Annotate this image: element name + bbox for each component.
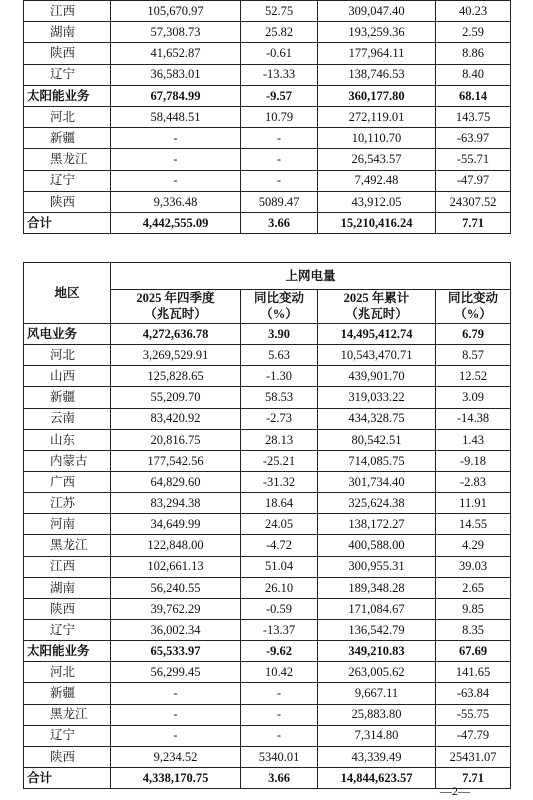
q4-cell: 57,308.73 — [111, 22, 241, 43]
ytd-yoy-cell: 3.09 — [436, 387, 511, 408]
q4-yoy-cell: 58.53 — [241, 387, 318, 408]
q4-cell: 125,828.65 — [111, 366, 241, 387]
ytd-yoy-cell: 14.55 — [436, 514, 511, 535]
q4-cell: 65,533.97 — [111, 641, 241, 662]
q4-yoy-header: 同比变动 （%） — [241, 290, 318, 324]
q4-cell: 122,848.00 — [111, 535, 241, 556]
ytd-yoy-cell: 7.71 — [436, 767, 511, 788]
region-cell: 云南 — [24, 408, 111, 429]
ytd-yoy-cell: 8.86 — [436, 43, 511, 64]
q4-yoy-cell: - — [241, 149, 318, 170]
table-row — [24, 191, 511, 212]
table-row — [24, 556, 511, 577]
q4-cell: 3,269,529.91 — [111, 345, 241, 366]
ytd-cell: 193,259.36 — [318, 22, 436, 43]
ytd-cell: 319,033.22 — [318, 387, 436, 408]
region-cell: 陕西 — [24, 191, 111, 212]
q4-cell: 20,816.75 — [111, 429, 241, 450]
ytd-cell: 138,746.53 — [318, 64, 436, 85]
region-cell: 黑龙江 — [24, 149, 111, 170]
q4-cell: 58,448.51 — [111, 106, 241, 127]
region-cell: 辽宁 — [24, 725, 111, 746]
summary-row — [24, 324, 511, 345]
q4-cell: 105,670.97 — [111, 1, 241, 22]
table-row — [24, 408, 511, 429]
ytd-yoy-cell: 143.75 — [436, 106, 511, 127]
table-row — [24, 345, 511, 366]
ytd-yoy-cell: -2.83 — [436, 471, 511, 492]
ytd-cell: 177,964.11 — [318, 43, 436, 64]
table-row — [24, 471, 511, 492]
q4-yoy-cell: 5340.01 — [241, 746, 318, 767]
q4-cell: - — [111, 725, 241, 746]
region-cell: 太阳能业务 — [24, 641, 111, 662]
q4-cell: 83,420.92 — [111, 408, 241, 429]
ytd-cell: 10,543,470.71 — [318, 345, 436, 366]
q4-yoy-cell: 25.82 — [241, 22, 318, 43]
table-row — [24, 598, 511, 619]
table-row — [24, 493, 511, 514]
table-row — [24, 746, 511, 767]
q4-cell: 55,209.70 — [111, 387, 241, 408]
region-cell: 江西 — [24, 1, 111, 22]
table-body — [24, 1, 511, 234]
table-row — [24, 106, 511, 127]
region-cell: 江西 — [24, 556, 111, 577]
q4-cell: 36,002.34 — [111, 619, 241, 640]
ytd-cell: 7,314.80 — [318, 725, 436, 746]
region-cell: 合计 — [24, 767, 111, 788]
region-cell: 河北 — [24, 106, 111, 127]
region-cell: 黑龙江 — [24, 704, 111, 725]
ytd-cell: 14,844,623.57 — [318, 767, 436, 788]
ytd-yoy-cell: 7.71 — [436, 212, 511, 233]
table-row — [24, 619, 511, 640]
q4-cell: 9,234.52 — [111, 746, 241, 767]
q4-yoy-cell: - — [241, 128, 318, 149]
q4-cell: 39,762.29 — [111, 598, 241, 619]
q4-cell: 83,294.38 — [111, 493, 241, 514]
q4-yoy-cell: -1.30 — [241, 366, 318, 387]
summary-row — [24, 641, 511, 662]
region-cell: 湖南 — [24, 22, 111, 43]
table-row — [24, 514, 511, 535]
q4-yoy-cell: -13.33 — [241, 64, 318, 85]
page-number: —2— — [440, 784, 470, 798]
q4-yoy-cell: - — [241, 683, 318, 704]
ytd-cell: 138,172.27 — [318, 514, 436, 535]
summary-row — [24, 767, 511, 788]
q4-yoy-cell: 10.42 — [241, 662, 318, 683]
table-row — [24, 683, 511, 704]
ytd-yoy-cell: 12.52 — [436, 366, 511, 387]
region-cell: 山东 — [24, 429, 111, 450]
region-cell: 辽宁 — [24, 170, 111, 191]
ytd-header: 2025 年累计 （兆瓦时） — [318, 290, 436, 324]
ytd-cell: 714,085.75 — [318, 450, 436, 471]
q4-yoy-cell: -31.32 — [241, 471, 318, 492]
q4-header: 2025 年四季度 （兆瓦时） — [111, 290, 241, 324]
region-cell: 广西 — [24, 471, 111, 492]
ytd-yoy-cell: 8.40 — [436, 64, 511, 85]
ytd-cell: 43,912.05 — [318, 191, 436, 212]
ytd-yoy-cell: 39.03 — [436, 556, 511, 577]
region-cell: 内蒙古 — [24, 450, 111, 471]
table-row — [24, 725, 511, 746]
q4-cell: 64,829.60 — [111, 471, 241, 492]
table-row — [24, 22, 511, 43]
q4-cell: - — [111, 128, 241, 149]
region-cell: 新疆 — [24, 128, 111, 149]
ytd-yoy-cell: -47.79 — [436, 725, 511, 746]
q4-cell: 34,649.99 — [111, 514, 241, 535]
ytd-cell: 15,210,416.24 — [318, 212, 436, 233]
q4-yoy-cell: - — [241, 170, 318, 191]
ytd-yoy-cell: 40.23 — [436, 1, 511, 22]
ytd-cell: 10,110.70 — [318, 128, 436, 149]
q4-cell: 4,272,636.78 — [111, 324, 241, 345]
ytd-yoy-header: 同比变动 （%） — [436, 290, 511, 324]
q4-yoy-cell: -13.37 — [241, 619, 318, 640]
ytd-cell: 301,734.40 — [318, 471, 436, 492]
ytd-cell: 360,177.80 — [318, 85, 436, 106]
table-body — [24, 324, 511, 789]
q4-cell: 41,652.87 — [111, 43, 241, 64]
table-row — [24, 149, 511, 170]
ytd-yoy-cell: -63.97 — [436, 128, 511, 149]
q4-yoy-cell: -25.21 — [241, 450, 318, 471]
ytd-cell: 439,901.70 — [318, 366, 436, 387]
ytd-yoy-cell: 6.79 — [436, 324, 511, 345]
q4-yoy-cell: 5.63 — [241, 345, 318, 366]
table-row — [24, 450, 511, 471]
q4-cell: 36,583.01 — [111, 64, 241, 85]
ytd-yoy-cell: 2.59 — [436, 22, 511, 43]
q4-cell: - — [111, 170, 241, 191]
region-cell: 合计 — [24, 212, 111, 233]
ytd-yoy-cell: 2.65 — [436, 577, 511, 598]
region-cell: 辽宁 — [24, 619, 111, 640]
ytd-yoy-cell: -14.38 — [436, 408, 511, 429]
region-cell: 湖南 — [24, 577, 111, 598]
q4-yoy-cell: - — [241, 704, 318, 725]
table-row — [24, 1, 511, 22]
ytd-yoy-cell: -63.84 — [436, 683, 511, 704]
q4-yoy-cell: 3.66 — [241, 212, 318, 233]
q4-yoy-cell: -2.73 — [241, 408, 318, 429]
region-cell: 太阳能业务 — [24, 85, 111, 106]
q4-yoy-cell: 18.64 — [241, 493, 318, 514]
table-row — [24, 387, 511, 408]
q4-cell: 56,299.45 — [111, 662, 241, 683]
ytd-yoy-cell: 25431.07 — [436, 746, 511, 767]
table-row — [24, 535, 511, 556]
region-cell: 陕西 — [24, 746, 111, 767]
q4-yoy-cell: 26.10 — [241, 577, 318, 598]
q4-yoy-cell: -9.62 — [241, 641, 318, 662]
region-cell: 河南 — [24, 514, 111, 535]
q4-yoy-cell: 24.05 — [241, 514, 318, 535]
q4-yoy-cell: 3.90 — [241, 324, 318, 345]
ytd-yoy-cell: 24307.52 — [436, 191, 511, 212]
ytd-yoy-cell: 11.91 — [436, 493, 511, 514]
ytd-cell: 171,084.67 — [318, 598, 436, 619]
ytd-yoy-cell: 141.65 — [436, 662, 511, 683]
q4-cell: - — [111, 704, 241, 725]
ytd-cell: 136,542.79 — [318, 619, 436, 640]
group-header: 上网电量 — [111, 263, 511, 290]
q4-yoy-cell: 3.66 — [241, 767, 318, 788]
ytd-cell: 263,005.62 — [318, 662, 436, 683]
region-cell: 陕西 — [24, 43, 111, 64]
table-row — [24, 429, 511, 450]
generation-table-continued — [23, 0, 511, 234]
ytd-yoy-cell: 68.14 — [436, 85, 511, 106]
ytd-yoy-cell: 67.69 — [436, 641, 511, 662]
q4-yoy-cell: -0.61 — [241, 43, 318, 64]
ytd-yoy-cell: -55.75 — [436, 704, 511, 725]
q4-cell: 56,240.55 — [111, 577, 241, 598]
q4-yoy-cell: 52.75 — [241, 1, 318, 22]
region-cell: 辽宁 — [24, 64, 111, 85]
q4-yoy-cell: -4.72 — [241, 535, 318, 556]
ytd-yoy-cell: 8.57 — [436, 345, 511, 366]
summary-row — [24, 85, 511, 106]
region-cell: 新疆 — [24, 387, 111, 408]
region-cell: 河北 — [24, 662, 111, 683]
table-row — [24, 704, 511, 725]
grid-power-table — [23, 262, 511, 789]
q4-yoy-cell: 5089.47 — [241, 191, 318, 212]
q4-cell: 4,338,170.75 — [111, 767, 241, 788]
ytd-cell: 43,339.49 — [318, 746, 436, 767]
ytd-yoy-cell: 9.85 — [436, 598, 511, 619]
region-cell: 陕西 — [24, 598, 111, 619]
ytd-yoy-cell: 4.29 — [436, 535, 511, 556]
summary-row — [24, 212, 511, 233]
q4-yoy-cell: 10.79 — [241, 106, 318, 127]
ytd-cell: 9,667.11 — [318, 683, 436, 704]
table-row — [24, 43, 511, 64]
ytd-cell: 300,955.31 — [318, 556, 436, 577]
q4-cell: 4,442,555.09 — [111, 212, 241, 233]
table-row — [24, 662, 511, 683]
region-cell: 新疆 — [24, 683, 111, 704]
ytd-cell: 7,492.48 — [318, 170, 436, 191]
q4-yoy-cell: - — [241, 725, 318, 746]
region-cell: 江苏 — [24, 493, 111, 514]
ytd-cell: 25,883.80 — [318, 704, 436, 725]
ytd-cell: 309,047.40 — [318, 1, 436, 22]
q4-cell: 9,336.48 — [111, 191, 241, 212]
ytd-cell: 400,588.00 — [318, 535, 436, 556]
table-row — [24, 577, 511, 598]
q4-cell: 102,661.13 — [111, 556, 241, 577]
ytd-cell: 14,495,412.74 — [318, 324, 436, 345]
region-header: 地区 — [24, 263, 111, 324]
region-cell: 河北 — [24, 345, 111, 366]
region-cell: 风电业务 — [24, 324, 111, 345]
ytd-yoy-cell: -9.18 — [436, 450, 511, 471]
ytd-cell: 349,210.83 — [318, 641, 436, 662]
ytd-yoy-cell: -55.71 — [436, 149, 511, 170]
ytd-cell: 434,328.75 — [318, 408, 436, 429]
q4-yoy-cell: -0.59 — [241, 598, 318, 619]
region-cell: 黑龙江 — [24, 535, 111, 556]
ytd-yoy-cell: 1.43 — [436, 429, 511, 450]
table-row — [24, 366, 511, 387]
ytd-yoy-cell: 8.35 — [436, 619, 511, 640]
q4-cell: - — [111, 683, 241, 704]
q4-yoy-cell: 51.04 — [241, 556, 318, 577]
q4-yoy-cell: -9.57 — [241, 85, 318, 106]
ytd-cell: 272,119.01 — [318, 106, 436, 127]
ytd-cell: 189,348.28 — [318, 577, 436, 598]
table-row — [24, 128, 511, 149]
table-row — [24, 64, 511, 85]
q4-cell: 67,784.99 — [111, 85, 241, 106]
ytd-cell: 80,542.51 — [318, 429, 436, 450]
q4-cell: - — [111, 149, 241, 170]
ytd-cell: 26,543.57 — [318, 149, 436, 170]
q4-yoy-cell: 28.13 — [241, 429, 318, 450]
q4-cell: 177,542.56 — [111, 450, 241, 471]
table-row — [24, 170, 511, 191]
ytd-cell: 325,624.38 — [318, 493, 436, 514]
ytd-yoy-cell: -47.97 — [436, 170, 511, 191]
region-cell: 山西 — [24, 366, 111, 387]
